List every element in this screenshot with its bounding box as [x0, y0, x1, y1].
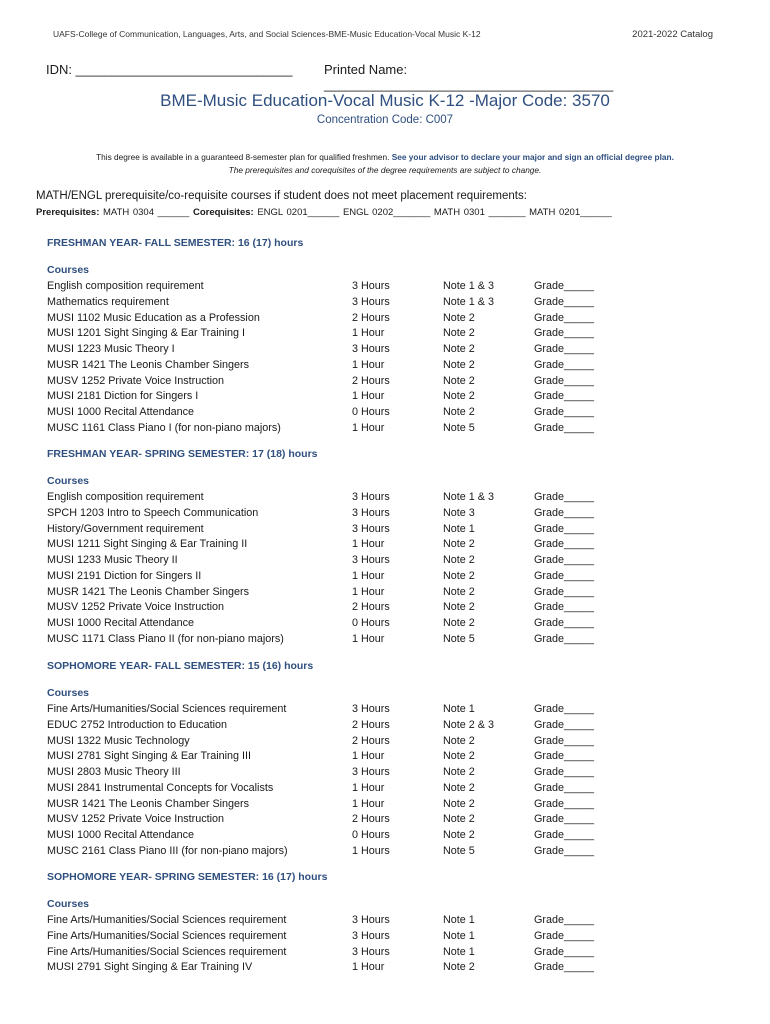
course-name: EDUC 2752 Introduction to Education — [47, 718, 228, 731]
course-note: Note 5 — [443, 844, 475, 857]
course-grade-field[interactable]: Grade_____ — [534, 311, 595, 324]
course-hours: 1 Hour — [352, 327, 385, 340]
course-row — [47, 507, 647, 523]
course-grade-field[interactable]: Grade_____ — [534, 522, 595, 535]
course-row — [47, 280, 647, 296]
semester-heading: SOPHOMORE YEAR- SPRING SEMESTER: 16 (17) hours — [47, 871, 328, 883]
course-hours: 1 Hour — [352, 585, 385, 598]
course-grade-field[interactable]: Grade_____ — [534, 750, 595, 763]
course-row — [47, 554, 647, 570]
course-note: Note 2 — [443, 734, 475, 747]
course-hours: 1 Hours — [352, 844, 390, 857]
course-name: MUSV 1252 Private Voice Instruction — [47, 374, 225, 387]
course-grade-field[interactable]: Grade_____ — [534, 585, 595, 598]
course-row — [47, 845, 647, 861]
course-hours: 2 Hours — [352, 734, 390, 747]
course-name: English composition requirement — [47, 491, 204, 503]
course-hours: 0 Hours — [352, 829, 390, 841]
course-note: Note 2 — [443, 797, 475, 810]
course-hours: 3 Hours — [352, 929, 390, 942]
course-hours: 1 Hour — [352, 538, 385, 551]
course-note: Note 1 — [443, 914, 475, 926]
course-name: Fine Arts/Humanities/Social Sciences requirement — [47, 945, 287, 958]
course-grade-field[interactable]: Grade_____ — [534, 914, 595, 926]
course-row — [47, 617, 647, 633]
catalog-header-title: UAFS-College of Communication, Languages, Arts, and Social Sciences-BME-Music Education-Vocal Music K-12 — [53, 29, 481, 39]
course-row — [47, 375, 647, 391]
course-row — [47, 422, 647, 438]
course-note: Note 5 — [443, 632, 475, 645]
course-hours: 1 Hour — [352, 797, 385, 810]
course-row — [47, 914, 647, 930]
course-hours: 1 Hour — [352, 961, 385, 974]
courses-label: Courses — [47, 475, 90, 487]
course-name: MUSI 2803 Music Theory III — [47, 766, 181, 778]
course-note: Note 2 — [443, 343, 475, 355]
course-note: Note 1 — [443, 522, 475, 535]
course-note: Note 2 — [443, 406, 475, 418]
course-row — [47, 829, 647, 845]
idn-field[interactable]: IDN: ______________________________ — [46, 62, 293, 77]
course-note: Note 2 — [443, 781, 475, 794]
course-grade-field[interactable]: Grade_____ — [534, 718, 595, 731]
course-hours: 1 Hour — [352, 632, 385, 645]
course-note: Note 2 — [443, 390, 475, 403]
courses-label: Courses — [47, 898, 90, 910]
course-name: Fine Arts/Humanities/Social Sciences requirement — [47, 914, 287, 926]
course-note: Note 2 — [443, 358, 475, 371]
course-name: MUSR 1421 The Leonis Chamber Singers — [47, 585, 250, 598]
course-name: Fine Arts/Humanities/Social Sciences requirement — [47, 703, 287, 715]
course-name: MUSI 2841 Instrumental Concepts for Vocalists — [47, 781, 274, 794]
semester-heading: FRESHMAN YEAR- SPRING SEMESTER: 17 (18) hours — [47, 448, 318, 460]
course-hours: 3 Hours — [352, 914, 390, 926]
course-name: MUSI 1102 Music Education as a Profession — [47, 311, 260, 324]
course-row — [47, 946, 647, 962]
course-row — [47, 930, 647, 946]
course-grade-field[interactable]: Grade_____ — [534, 406, 595, 418]
course-row — [47, 961, 647, 977]
course-grade-field[interactable]: Grade_____ — [534, 813, 595, 826]
course-row — [47, 798, 647, 814]
availability-text: This degree is available in a guaranteed 8-semester plan for qualified freshmen. — [96, 152, 390, 162]
prereq-change-note: The prerequisites and corequisites of the degree requirements are subject to change. — [228, 165, 542, 175]
course-name: History/Government requirement — [47, 522, 204, 535]
prereq-line — [36, 207, 612, 218]
printed-name-field[interactable]: Printed Name: ________________________________________ — [324, 62, 614, 92]
course-note: Note 2 — [443, 569, 475, 582]
course-grade-field[interactable]: Grade_____ — [534, 617, 595, 629]
course-grade-field[interactable]: Grade_____ — [534, 554, 595, 566]
course-name: MUSV 1252 Private Voice Instruction — [47, 813, 225, 826]
course-grade-field[interactable]: Grade_____ — [534, 781, 595, 794]
course-hours: 1 Hour — [352, 358, 385, 371]
course-note: Note 1 & 3 — [443, 295, 495, 308]
course-grade-field[interactable]: Grade_____ — [534, 632, 595, 645]
course-hours: 0 Hours — [352, 617, 390, 629]
course-row — [47, 327, 647, 343]
course-grade-field[interactable]: Grade_____ — [534, 844, 595, 857]
courses-label: Courses — [47, 687, 90, 699]
course-grade-field[interactable]: Grade_____ — [534, 280, 595, 292]
course-hours: 3 Hours — [352, 506, 390, 519]
course-name: MUSI 2191 Diction for Singers II — [47, 569, 202, 582]
semester-heading: SOPHOMORE YEAR- FALL SEMESTER: 15 (16) hours — [47, 660, 314, 672]
course-note: Note 1 & 3 — [443, 491, 495, 503]
course-row — [47, 570, 647, 586]
course-note: Note 2 — [443, 961, 475, 974]
course-grade-field[interactable]: Grade_____ — [534, 734, 595, 747]
course-name: MUSI 2791 Sight Singing & Ear Training IV — [47, 961, 253, 974]
course-note: Note 1 & 3 — [443, 280, 495, 292]
course-grade-field[interactable]: Grade_____ — [534, 601, 595, 614]
course-grade-field[interactable]: Grade_____ — [534, 945, 595, 958]
course-note: Note 2 — [443, 327, 475, 340]
course-grade-field[interactable]: Grade_____ — [534, 961, 595, 974]
course-row — [47, 813, 647, 829]
course-hours: 3 Hours — [352, 703, 390, 715]
course-name: MUSI 1233 Music Theory II — [47, 554, 178, 566]
course-name: SPCH 1203 Intro to Speech Communication — [47, 506, 259, 519]
course-note: Note 1 — [443, 929, 475, 942]
course-note: Note 2 — [443, 617, 475, 629]
course-row — [47, 343, 647, 359]
course-grade-field[interactable]: Grade_____ — [534, 295, 595, 308]
course-name: MUSI 1223 Music Theory I — [47, 343, 175, 355]
course-name: MUSI 1000 Recital Attendance — [47, 829, 195, 841]
course-grade-field[interactable]: Grade_____ — [534, 929, 595, 942]
course-grade-field[interactable]: Grade_____ — [534, 374, 595, 387]
course-note: Note 5 — [443, 421, 475, 434]
course-row — [47, 782, 647, 798]
course-hours: 1 Hour — [352, 781, 385, 794]
course-hours: 3 Hours — [352, 945, 390, 958]
course-grade-field[interactable]: Grade_____ — [534, 327, 595, 340]
course-name: MUSC 1171 Class Piano II (for non-piano majors) — [47, 632, 284, 645]
course-hours: 1 Hour — [352, 750, 385, 763]
course-hours: 3 Hours — [352, 554, 390, 566]
course-hours: 2 Hours — [352, 601, 390, 614]
course-name: MUSI 2781 Sight Singing & Ear Training III — [47, 750, 252, 763]
course-hours: 2 Hours — [352, 813, 390, 826]
course-name: MUSI 1322 Music Technology — [47, 734, 190, 747]
math-engl-heading: MATH/ENGL prerequisite/co-requisite courses if student does not meet placement requirements: — [36, 190, 527, 202]
catalog-year: 2021-2022 Catalog — [632, 29, 713, 40]
prereq-value: MATH 0304 ______ — [103, 207, 190, 218]
course-row — [47, 719, 647, 735]
course-name: MUSI 1211 Sight Singing & Ear Training II — [47, 538, 248, 551]
course-row — [47, 359, 647, 375]
course-grade-field[interactable]: Grade_____ — [534, 343, 595, 355]
coreq-label: Corequisites: — [192, 207, 254, 218]
course-name: Fine Arts/Humanities/Social Sciences requirement — [47, 929, 287, 942]
course-note: Note 2 & 3 — [443, 718, 495, 731]
course-hours: 2 Hours — [352, 311, 390, 324]
courses-label: Courses — [47, 264, 90, 276]
course-grade-field[interactable]: Grade_____ — [534, 421, 595, 434]
course-row — [47, 766, 647, 782]
course-note: Note 2 — [443, 374, 475, 387]
course-name: Mathematics requirement — [47, 295, 169, 308]
course-row — [47, 633, 647, 649]
course-grade-field[interactable]: Grade_____ — [534, 703, 595, 715]
course-grade-field[interactable]: Grade_____ — [534, 829, 595, 841]
availability-note — [0, 152, 770, 162]
course-name: MUSV 1252 Private Voice Instruction — [47, 601, 225, 614]
course-name: MUSC 2161 Class Piano III (for non-piano majors) — [47, 844, 288, 857]
course-name: MUSC 1161 Class Piano I (for non-piano majors) — [47, 421, 281, 434]
advisor-note: See your advisor to declare your major and sign an official degree plan. — [391, 152, 674, 162]
course-name: MUSI 1201 Sight Singing & Ear Training I — [47, 327, 246, 340]
course-hours: 2 Hours — [352, 718, 390, 731]
course-row — [47, 296, 647, 312]
course-hours: 3 Hours — [352, 491, 390, 503]
course-row — [47, 703, 647, 719]
course-note: Note 2 — [443, 538, 475, 551]
course-note: Note 2 — [443, 813, 475, 826]
course-name: MUSR 1421 The Leonis Chamber Singers — [47, 358, 250, 371]
course-grade-field[interactable]: Grade_____ — [534, 797, 595, 810]
course-note: Note 2 — [443, 766, 475, 778]
prereq-label: Prerequisites: — [36, 207, 100, 218]
course-note: Note 1 — [443, 945, 475, 958]
course-row — [47, 735, 647, 751]
course-row — [47, 491, 647, 507]
course-hours: 1 Hour — [352, 390, 385, 403]
course-grade-field[interactable]: Grade_____ — [534, 358, 595, 371]
course-name: English composition requirement — [47, 280, 204, 292]
course-row — [47, 312, 647, 328]
course-grade-field[interactable]: Grade_____ — [534, 538, 595, 551]
course-hours: 3 Hours — [352, 522, 390, 535]
course-grade-field[interactable]: Grade_____ — [534, 569, 595, 582]
course-hours: 2 Hours — [352, 374, 390, 387]
course-note: Note 2 — [443, 585, 475, 598]
course-row — [47, 750, 647, 766]
concentration-code: Concentration Code: C007 — [316, 114, 454, 126]
course-hours: 3 Hours — [352, 280, 390, 292]
course-row — [47, 601, 647, 617]
semester-heading: FRESHMAN YEAR- FALL SEMESTER: 16 (17) hours — [47, 237, 304, 249]
course-hours: 1 Hour — [352, 569, 385, 582]
course-name: MUSI 2181 Diction for Singers I — [47, 390, 199, 403]
course-hours: 3 Hours — [352, 295, 390, 308]
course-row — [47, 523, 647, 539]
course-row — [47, 406, 647, 422]
course-row — [47, 538, 647, 554]
course-hours: 1 Hour — [352, 421, 385, 434]
course-hours: 0 Hours — [352, 406, 390, 418]
course-row — [47, 390, 647, 406]
course-grade-field[interactable]: Grade_____ — [534, 506, 595, 519]
page-title: BME-Music Education-Vocal Music K-12 -Major Code: 3570 — [160, 91, 610, 110]
course-note: Note 2 — [443, 311, 475, 324]
course-name: MUSR 1421 The Leonis Chamber Singers — [47, 797, 250, 810]
coreq-value: ENGL 0201______ ENGL 0202_______ MATH 0301 _______ MATH 0201______ — [257, 207, 612, 218]
course-row — [47, 586, 647, 602]
course-grade-field[interactable]: Grade_____ — [534, 491, 595, 503]
course-grade-field[interactable]: Grade_____ — [534, 766, 595, 778]
course-note: Note 2 — [443, 750, 475, 763]
course-hours: 3 Hours — [352, 766, 390, 778]
course-note: Note 2 — [443, 601, 475, 614]
course-note: Note 1 — [443, 703, 475, 715]
course-hours: 3 Hours — [352, 343, 390, 355]
course-name: MUSI 1000 Recital Attendance — [47, 617, 195, 629]
course-note: Note 2 — [443, 829, 475, 841]
course-grade-field[interactable]: Grade_____ — [534, 390, 595, 403]
course-note: Note 2 — [443, 554, 475, 566]
course-name: MUSI 1000 Recital Attendance — [47, 406, 195, 418]
course-note: Note 3 — [443, 506, 475, 519]
